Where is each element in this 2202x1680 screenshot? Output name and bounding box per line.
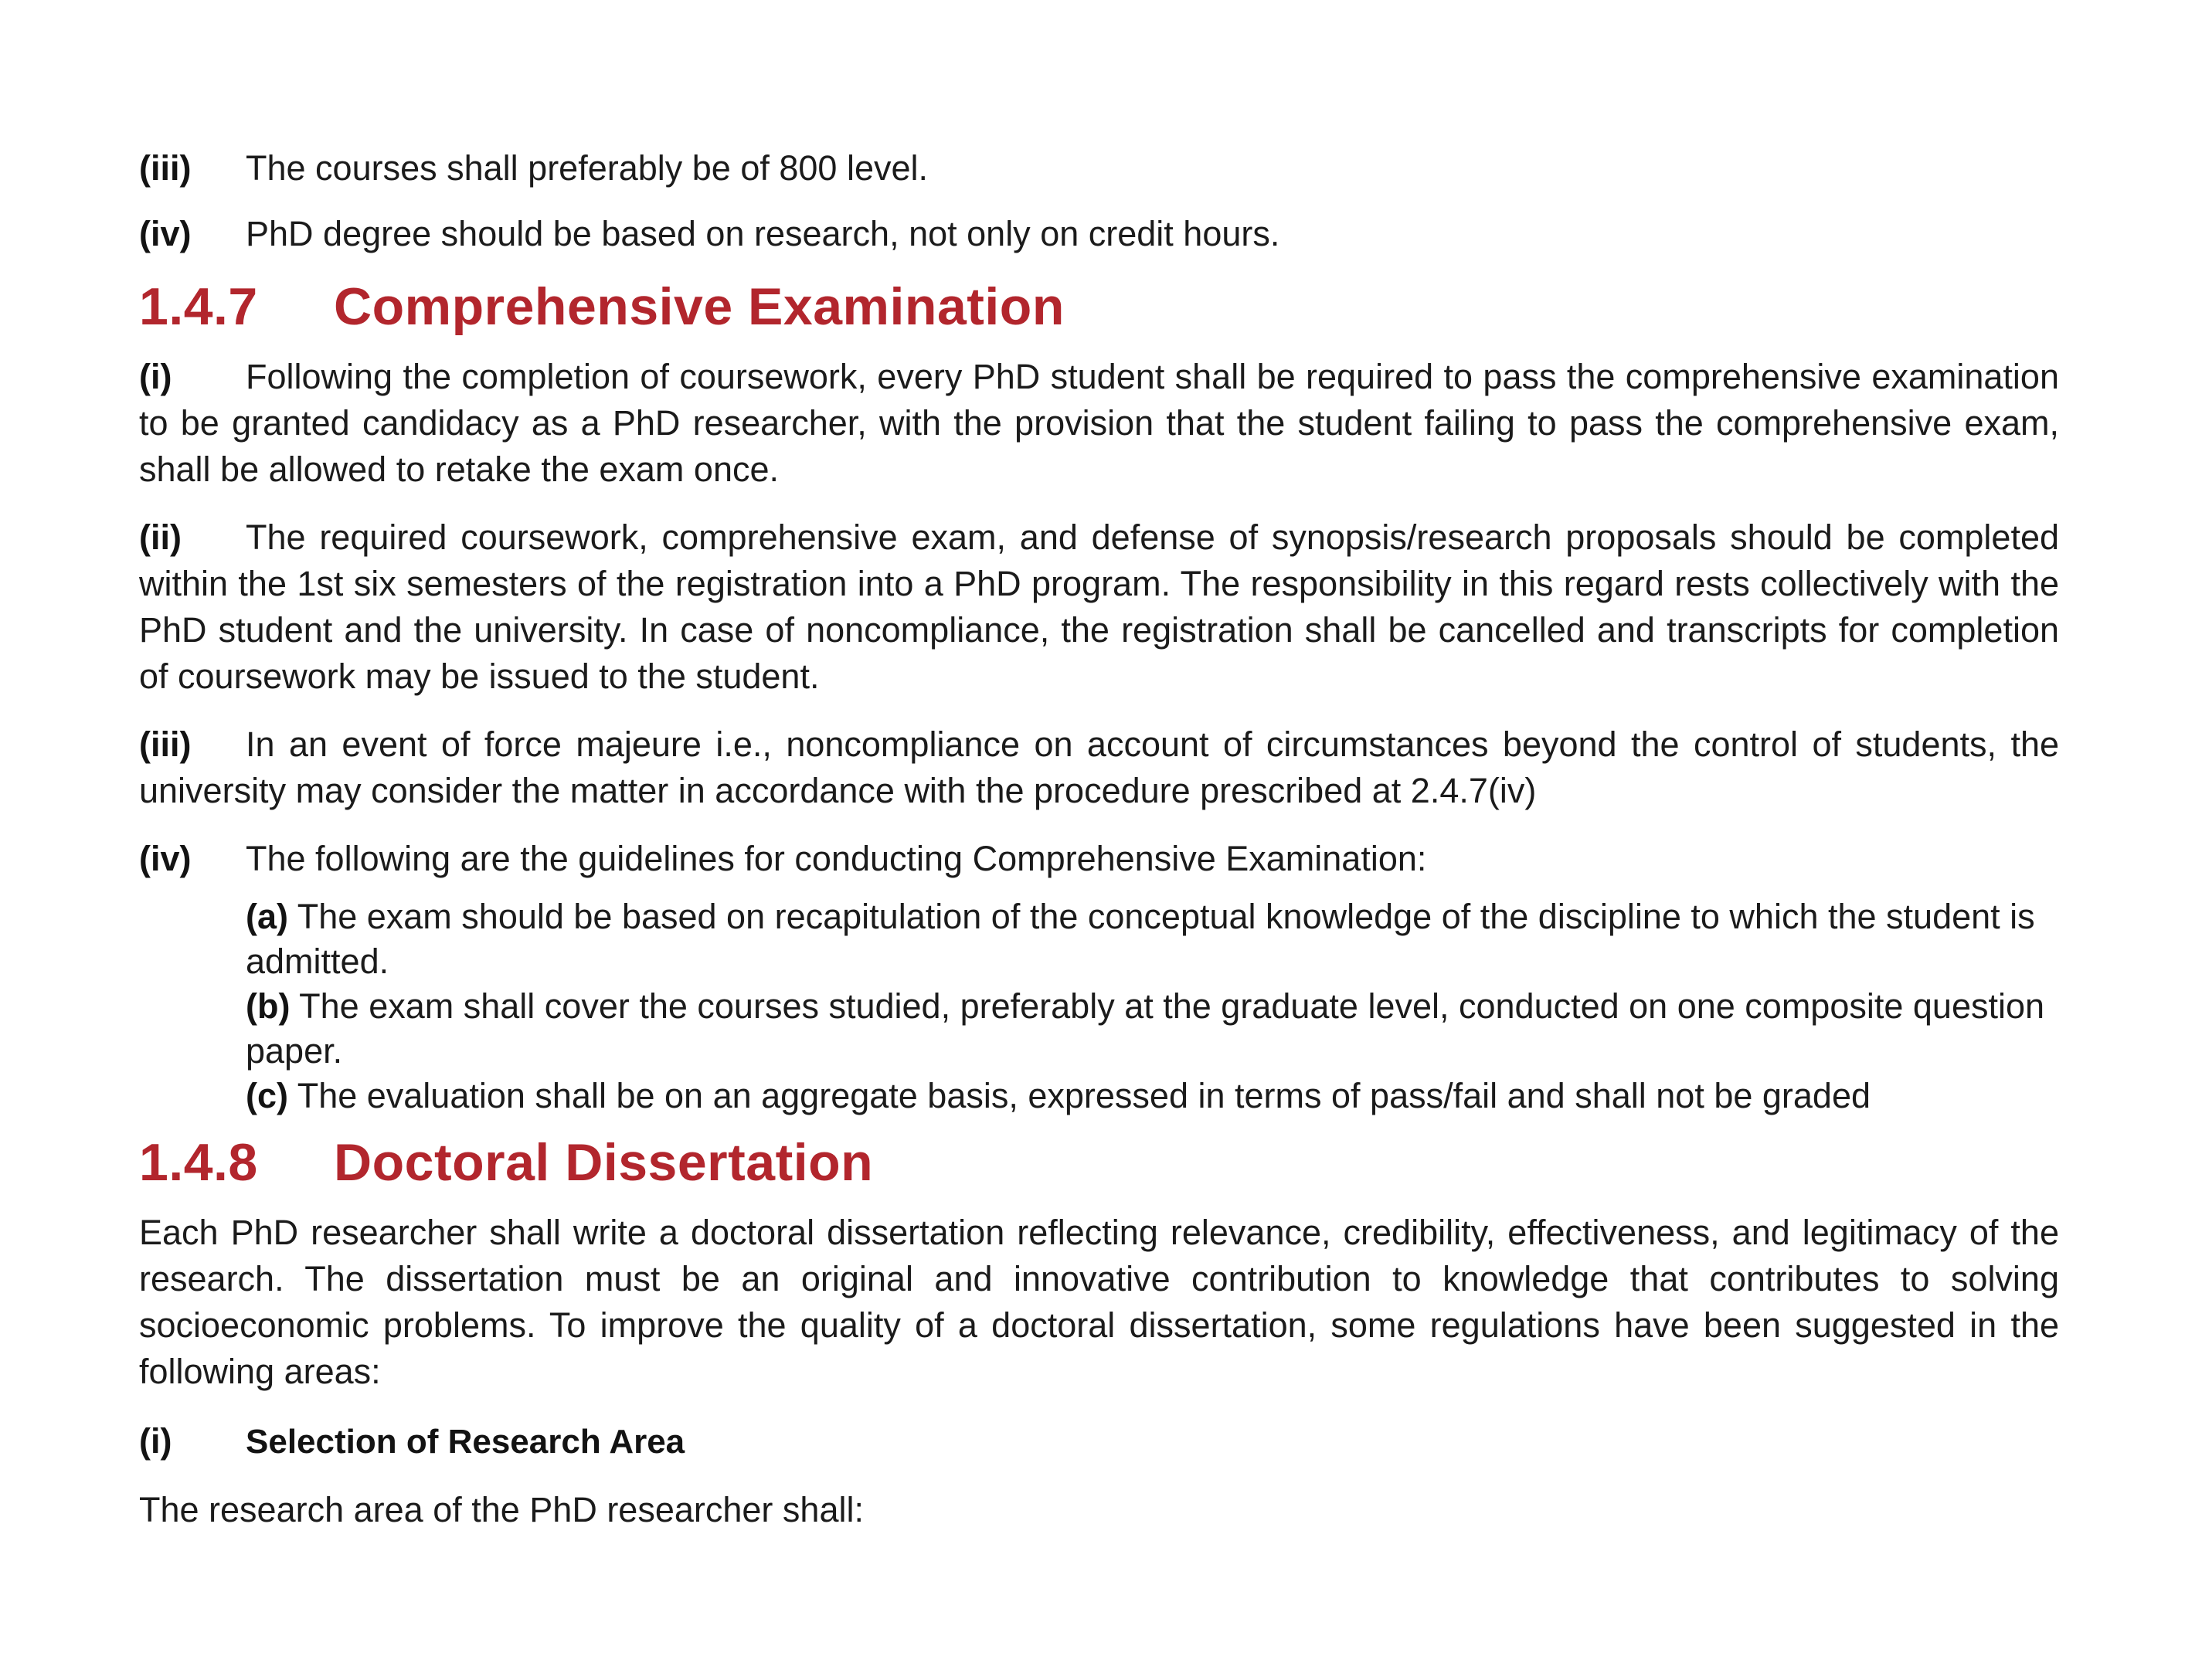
list-item-marker: (ii)	[139, 518, 182, 557]
list-item-text: The following are the guidelines for conducting Comprehensive Examination:	[246, 839, 1427, 878]
sub-item-text: The evaluation shall be on an aggregate basis, expressed in terms of pass/fail and shall not be graded	[297, 1076, 1871, 1115]
sub-heading-selection-of-research-area	[139, 1418, 2059, 1465]
sub-item-marker: (a)	[246, 897, 288, 936]
list-item-marker: (iv)	[139, 214, 192, 253]
list-item	[139, 354, 2059, 493]
list-item-text: In an event of force majeure i.e., noncompliance on account of circumstances beyond the control of students, the university may consider the matter in accordance with the procedure prescribed at 2.4.7(iv)	[139, 725, 2059, 810]
section-title: Doctoral Dissertation	[334, 1133, 874, 1192]
list-item-text: The courses shall preferably be of 800 level.	[246, 148, 928, 188]
closing-line: The research area of the PhD researcher shall:	[139, 1490, 864, 1529]
list-item	[139, 836, 2059, 882]
sub-list-item	[246, 1074, 2059, 1118]
list-item-marker: (iii)	[139, 148, 192, 188]
sub-item-marker: (c)	[246, 1076, 288, 1115]
list-item-text: The required coursework, comprehensive exam, and defense of synopsis/research proposals should be completed within the 1st six semesters of the registration into a PhD program. The responsibility in this regard rests collectively with the PhD student and the university. In case of noncompliance, the registration shall be cancelled and transcripts for completion of coursework may be issued to the student.	[139, 518, 2059, 696]
sub-heading-text: Selection of Research Area	[246, 1423, 685, 1461]
list-item-marker: (iv)	[139, 839, 192, 878]
sub-item-marker: (b)	[246, 986, 291, 1026]
list-item	[139, 721, 2059, 814]
list-item	[139, 145, 2059, 192]
sub-item-text: The exam should be based on recapitulation of the conceptual knowledge of the discipline to which the student is admitted.	[246, 897, 2035, 981]
list-item-text: PhD degree should be based on research, not only on credit hours.	[246, 214, 1280, 253]
list-item-marker: (i)	[139, 357, 172, 396]
section-number: 1.4.7	[139, 277, 258, 336]
sub-list-item	[246, 984, 2059, 1074]
sub-list-item	[246, 894, 2059, 984]
sub-heading-marker: (i)	[139, 1421, 172, 1461]
guidelines-sub-list	[246, 894, 2059, 1118]
list-item	[139, 211, 2059, 257]
section-heading-1-4-8	[139, 1132, 2059, 1193]
section-heading-1-4-7	[139, 277, 2059, 337]
list-item-text: Following the completion of coursework, every PhD student shall be required to pass the comprehensive examination to be granted candidacy as a PhD researcher, with the provision that the student failing to pass the comprehensive exam, shall be allowed to retake the exam once.	[139, 357, 2059, 489]
section-title: Comprehensive Examination	[334, 277, 1065, 336]
list-item	[139, 514, 2059, 700]
section-number: 1.4.8	[139, 1133, 258, 1192]
sub-item-text: The exam shall cover the courses studied, preferably at the graduate level, conducted on one composite question paper.	[246, 986, 2045, 1071]
section-intro-paragraph: Each PhD researcher shall write a doctoral dissertation reflecting relevance, credibility, effectiveness, and legitimacy of the research. The dissertation must be an original and innovative contribution to knowledge that contributes to solving socioeconomic problems. To improve the quality of a doctoral dissertation, some regulations have been suggested in the following areas:	[139, 1213, 2059, 1391]
list-item-marker: (iii)	[139, 725, 192, 764]
